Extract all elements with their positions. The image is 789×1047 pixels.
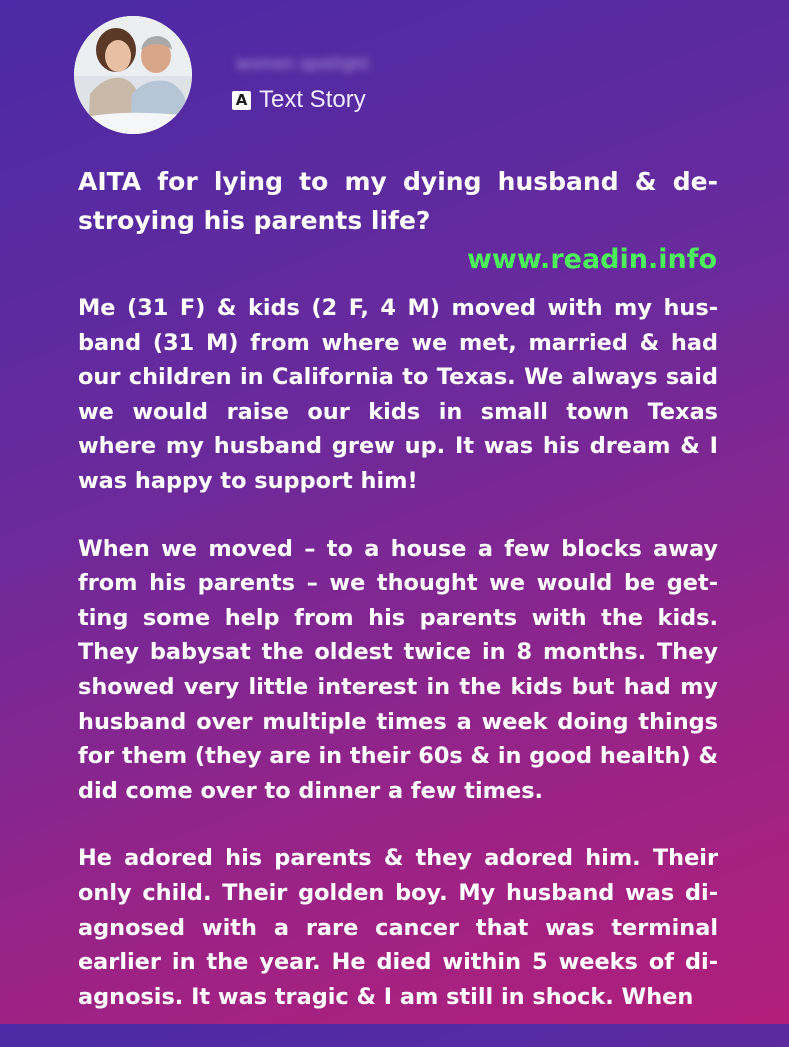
story-title: AITA for lying to my dying husband & destroying his parents life?: [78, 167, 718, 235]
story-type: [232, 86, 366, 114]
avatar-photo-icon: [74, 16, 192, 134]
story-body: [78, 291, 718, 1047]
story-type-label: Text Story: [259, 86, 366, 113]
author-name[interactable]: women spotlight: [236, 54, 370, 73]
story-paragraph: Me (31 F) & kids (2 F, 4 M) moved with my husband (31 M) from where we met, married & had our children in California to Texas. We always said we would raise our kids in small town Texas where my husband grew up. It was his dream & I was happy to support him!: [78, 295, 718, 494]
story-paragraph: When we moved – to a house a few blocks away from his parents – we thought we would be getting some help from his parents with the kids. They babysat the oldest twice in 8 months. They showed very little interest in the kids but had my husband over multiple times a week doing things for them (they are in their 60s & in good health) & did come over to dinner a few times.: [78, 535, 718, 804]
story-paragraph: He adored his parents & they adored him. Their only child. Their golden boy. My husband was diagnosed with a rare cancer that was terminal earlier in the year. He died within 5 weeks of diagnosis. It was tragic & I am still in shock. When: [78, 845, 718, 1010]
watermark-link[interactable]: www.readin.info: [466, 244, 717, 275]
text-story-icon: A: [232, 91, 251, 110]
story-header: [74, 16, 714, 134]
author-avatar[interactable]: [74, 16, 192, 134]
